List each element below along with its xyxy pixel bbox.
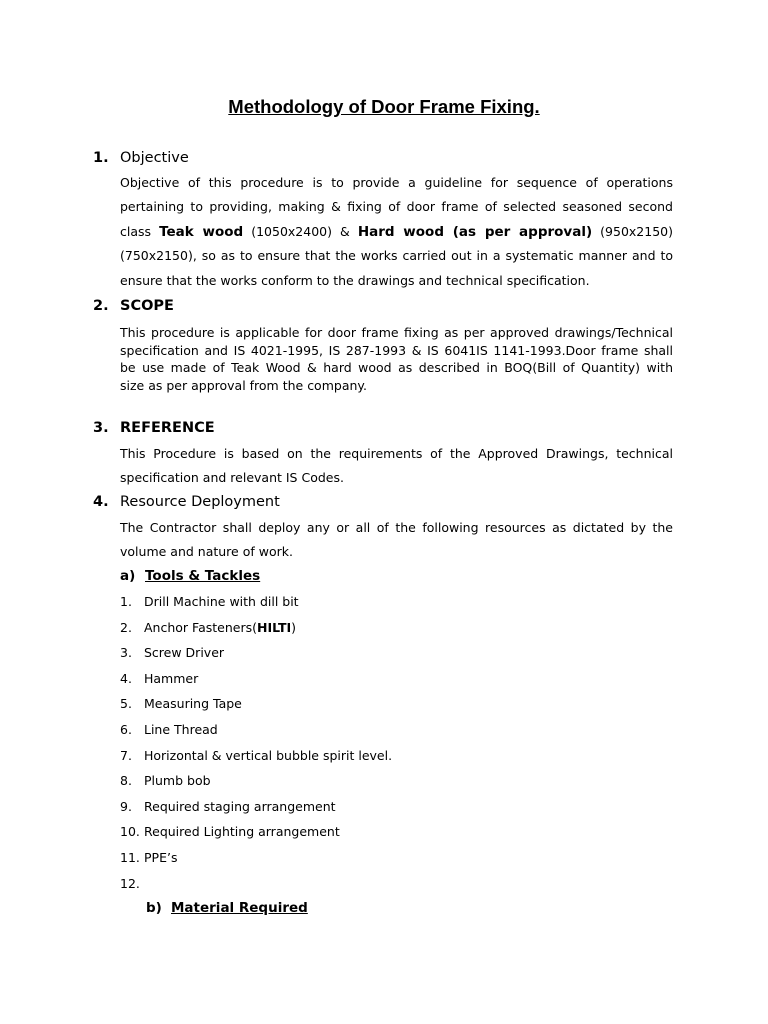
list-item: 10. Required Lighting arrangement xyxy=(120,824,340,840)
scope-paragraph xyxy=(120,324,673,394)
materials-subheading xyxy=(146,900,308,916)
list-item: 1. Drill Machine with dill bit xyxy=(120,594,299,609)
list-item: 7. Horizontal & vertical bubble spirit level. xyxy=(120,747,393,763)
list-item: 8. Plumb bob xyxy=(120,773,211,789)
list-item: 9. Required staging arrangement xyxy=(120,798,336,814)
section-reference-heading xyxy=(93,420,215,436)
tools-title: Tools & Tackles xyxy=(145,568,261,584)
section-scope-heading xyxy=(93,298,174,314)
section-objective-heading xyxy=(93,150,189,166)
section-number: 1. xyxy=(93,150,109,166)
document-title: Methodology of Door Frame Fixing. xyxy=(228,96,540,117)
paragraph-line: Objective of this procedure is to provide a guideline for sequence of operations xyxy=(120,175,673,190)
list-item: 4. Hammer xyxy=(120,670,199,686)
paragraph-line: ensure that the works conform to the drawings and technical specification. xyxy=(120,272,590,288)
tools-list xyxy=(120,589,392,896)
paragraph-line: volume and nature of work. xyxy=(120,544,293,560)
section-title: SCOPE xyxy=(120,298,174,314)
section-resource-heading xyxy=(93,494,280,510)
hilti-text: HILTI xyxy=(256,619,292,635)
section-number: 2. xyxy=(93,298,109,314)
paragraph-line: specification and relevant IS Codes. xyxy=(120,470,344,485)
paragraph-line: class Teak wood (1050x2400) & Hard wood (as per approval) (950x2150) xyxy=(120,223,673,240)
reference-paragraph xyxy=(120,442,673,490)
list-item: 6. Line Thread xyxy=(120,721,218,737)
paragraph-line: specification and IS 4021-1995, IS 287-1993 & IS 6041IS 1141-1993.Door frame shall xyxy=(120,342,673,358)
tools-subheading xyxy=(120,568,260,584)
materials-title: Material Required xyxy=(171,900,308,916)
list-item: 2. Anchor Fasteners(HILTI) xyxy=(120,619,297,635)
subsection-label: b) xyxy=(146,900,162,916)
section-title: REFERENCE xyxy=(120,420,215,436)
paragraph-line: be use made of Teak Wood & hard wood as described in BOQ(Bill of Quantity) with xyxy=(120,360,673,376)
list-item: 11. PPE’s xyxy=(120,849,178,865)
subsection-label: a) xyxy=(120,568,136,584)
resource-paragraph xyxy=(120,516,673,565)
teak-wood-text: Teak wood xyxy=(159,223,244,240)
paragraph-line: (750x2150), so as to ensure that the works carried out in a systematic manner and to xyxy=(120,248,673,264)
paragraph-line: size as per approval from the company. xyxy=(120,377,367,393)
objective-paragraph xyxy=(120,171,673,293)
paragraph-line: pertaining to providing, making & fixing of door frame of selected seasoned second xyxy=(120,199,673,215)
section-number: 3. xyxy=(93,420,109,436)
list-item: 5. Measuring Tape xyxy=(120,696,242,712)
list-item: 3. Screw Driver xyxy=(120,645,225,661)
list-item: 12. xyxy=(120,875,140,891)
paragraph-line: This procedure is applicable for door frame fixing as per approved drawings/Technical xyxy=(120,325,673,340)
paragraph-line: This Procedure is based on the requirements of the Approved Drawings, technical xyxy=(120,446,673,461)
section-title: Resource Deployment xyxy=(120,494,280,510)
hard-wood-text: Hard wood (as per approval) xyxy=(357,223,593,240)
section-number: 4. xyxy=(93,494,109,510)
paragraph-line: The Contractor shall deploy any or all of the following resources as dictated by the xyxy=(120,520,673,535)
section-title: Objective xyxy=(120,150,189,166)
